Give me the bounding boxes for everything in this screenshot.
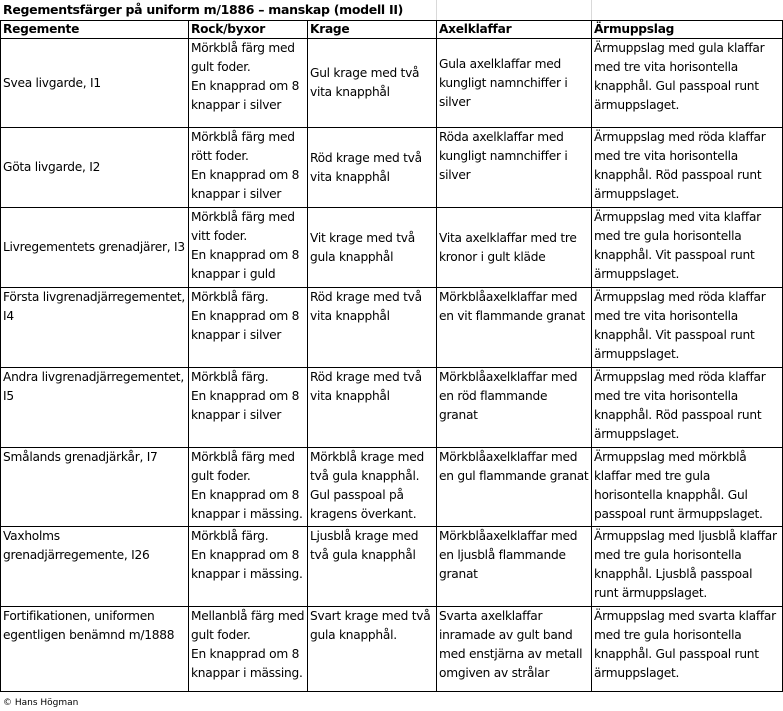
header-axelklaffar: Axelklaffar bbox=[437, 21, 592, 39]
rock-color-text: Mörkblå färg med vitt foder. bbox=[191, 210, 295, 243]
table-row bbox=[1, 39, 783, 128]
rock-buttons-text: En knapprad om 8 knappar i silver bbox=[191, 79, 300, 112]
cell-krage: Gul krage med två vita knapphål bbox=[308, 39, 437, 128]
cell-krage: Mörkblå krage med två gula knapphål. Gul passpoal på kragens överkant. bbox=[308, 448, 437, 527]
cell-armuppslag: Ärmuppslag med röda klaffar med tre vita horisontella knapphål. Röd passpoal runt ärmuppslaget. bbox=[592, 128, 783, 208]
rock-buttons-text: En knapprad om 8 knappar i silver bbox=[191, 389, 300, 422]
cell-regemente: Svea livgarde, I1 bbox=[1, 39, 189, 128]
cell-axelklaffar: Mörkblåaxelklaffar med en vit flammande granat bbox=[437, 288, 592, 368]
rock-buttons-text: En knapprad om 8 knappar i silver bbox=[191, 168, 300, 201]
cell-armuppslag: Ärmuppslag med ljusblå klaffar med tre gula horisontella knapphål. Ljusblå passpoal runt ärmuppslaget. bbox=[592, 527, 783, 607]
cell-rock bbox=[189, 527, 308, 607]
cell-axelklaffar: Svarta axelklaffar inramade av gult band med enstjärna av metall omgiven av strålar bbox=[437, 607, 592, 692]
cell-regemente: Fortifikationen, uniformen egentligen benämnd m/1888 bbox=[1, 607, 189, 692]
cell-axelklaffar: Mörkblåaxelklaffar med en ljusblå flammande granat bbox=[437, 527, 592, 607]
rock-buttons-text: En knapprad om 8 knappar i mässing. bbox=[191, 488, 303, 521]
rock-buttons-text: En knapprad om 8 knappar i guld bbox=[191, 248, 300, 281]
cell-regemente: Andra livgrenadjärregementet, I5 bbox=[1, 368, 189, 448]
rock-buttons-text: En knapprad om 8 knappar i mässing. bbox=[191, 548, 303, 581]
cell-armuppslag: Ärmuppslag med vita klaffar med tre gula horisontella knapphål. Vit passpoal runt ärmuppslaget. bbox=[592, 208, 783, 288]
cell-regemente: Första livgrenadjärregementet, I4 bbox=[1, 288, 189, 368]
cell-regemente: Livregementets grenadjärer, I3 bbox=[1, 208, 189, 288]
table-row bbox=[1, 288, 783, 368]
table-row bbox=[1, 448, 783, 527]
gridline bbox=[436, 0, 437, 20]
cell-krage: Vit krage med två gula knapphål bbox=[308, 208, 437, 288]
rock-color-text: Mellanblå färg med gult foder. bbox=[191, 609, 305, 642]
cell-rock bbox=[189, 128, 308, 208]
cell-regemente: Vaxholms grenadjärregemente, I26 bbox=[1, 527, 189, 607]
cell-axelklaffar: Gula axelklaffar med kungligt namnchiffer i silver bbox=[437, 39, 592, 128]
cell-axelklaffar: Mörkblåaxelklaffar med en gul flammande granat bbox=[437, 448, 592, 527]
cell-rock bbox=[189, 448, 308, 527]
cell-krage: Röd krage med två vita knapphål bbox=[308, 288, 437, 368]
rock-color-text: Mörkblå färg. bbox=[191, 529, 269, 543]
cell-rock bbox=[189, 368, 308, 448]
table-row bbox=[1, 607, 783, 692]
table-row bbox=[1, 128, 783, 208]
cell-rock bbox=[189, 607, 308, 692]
cell-axelklaffar: Vita axelklaffar med tre kronor i gult kläde bbox=[437, 208, 592, 288]
header-krage: Krage bbox=[308, 21, 437, 39]
sheet-title: Regementsfärger på uniform m/1886 – manskap (modell II) bbox=[3, 2, 404, 17]
rock-buttons-text: En knapprad om 8 knappar i silver bbox=[191, 309, 300, 342]
rock-color-text: Mörkblå färg. bbox=[191, 290, 269, 304]
cell-armuppslag: Ärmuppslag med röda klaffar med tre vita horisontella knapphål. Vit passpoal runt ärmuppslaget. bbox=[592, 288, 783, 368]
table-row bbox=[1, 208, 783, 288]
cell-regemente: Göta livgarde, I2 bbox=[1, 128, 189, 208]
cell-regemente: Smålands grenadjärkår, I7 bbox=[1, 448, 189, 527]
rock-color-text: Mörkblå färg med rött foder. bbox=[191, 130, 295, 163]
table-row bbox=[1, 368, 783, 448]
cell-rock bbox=[189, 39, 308, 128]
header-row bbox=[1, 21, 783, 39]
cell-rock bbox=[189, 208, 308, 288]
cell-axelklaffar: Mörkblåaxelklaffar med en röd flammande granat bbox=[437, 368, 592, 448]
cell-axelklaffar: Röda axelklaffar med kungligt namnchiffer i silver bbox=[437, 128, 592, 208]
cell-krage: Ljusblå krage med två gula knapphål bbox=[308, 527, 437, 607]
cell-krage: Röd krage med två vita knapphål bbox=[308, 128, 437, 208]
uniform-table bbox=[0, 20, 783, 692]
cell-armuppslag: Ärmuppslag med gula klaffar med tre vita horisontella knapphål. Gul passpoal runt ärmuppslaget. bbox=[592, 39, 783, 128]
cell-rock bbox=[189, 288, 308, 368]
cell-armuppslag: Ärmuppslag med mörkblå klaffar med tre gula horisontella knapphål. Gul passpoal runt ärmuppslaget. bbox=[592, 448, 783, 527]
table-row bbox=[1, 527, 783, 607]
copyright-notice: © Hans Högman bbox=[3, 698, 79, 708]
rock-buttons-text: En knapprad om 8 knappar i mässing. bbox=[191, 647, 303, 680]
header-regemente: Regemente bbox=[1, 21, 189, 39]
header-rock: Rock/byxor bbox=[189, 21, 308, 39]
title-row bbox=[0, 0, 783, 21]
cell-krage: Röd krage med två vita knapphål bbox=[308, 368, 437, 448]
rock-color-text: Mörkblå färg med gult foder. bbox=[191, 41, 295, 74]
rock-color-text: Mörkblå färg med gult foder. bbox=[191, 450, 295, 483]
cell-armuppslag: Ärmuppslag med röda klaffar med tre vita horisontella knapphål. Röd passpoal runt ärmuppslaget. bbox=[592, 368, 783, 448]
rock-color-text: Mörkblå färg. bbox=[191, 370, 269, 384]
cell-armuppslag: Ärmuppslag med svarta klaffar med tre gula horisontella knapphål. Gul passpoal runt ärmuppslaget. bbox=[592, 607, 783, 692]
cell-krage: Svart krage med två gula knapphål. bbox=[308, 607, 437, 692]
header-armuppslag: Ärmuppslag bbox=[592, 21, 783, 39]
gridline bbox=[591, 0, 592, 20]
